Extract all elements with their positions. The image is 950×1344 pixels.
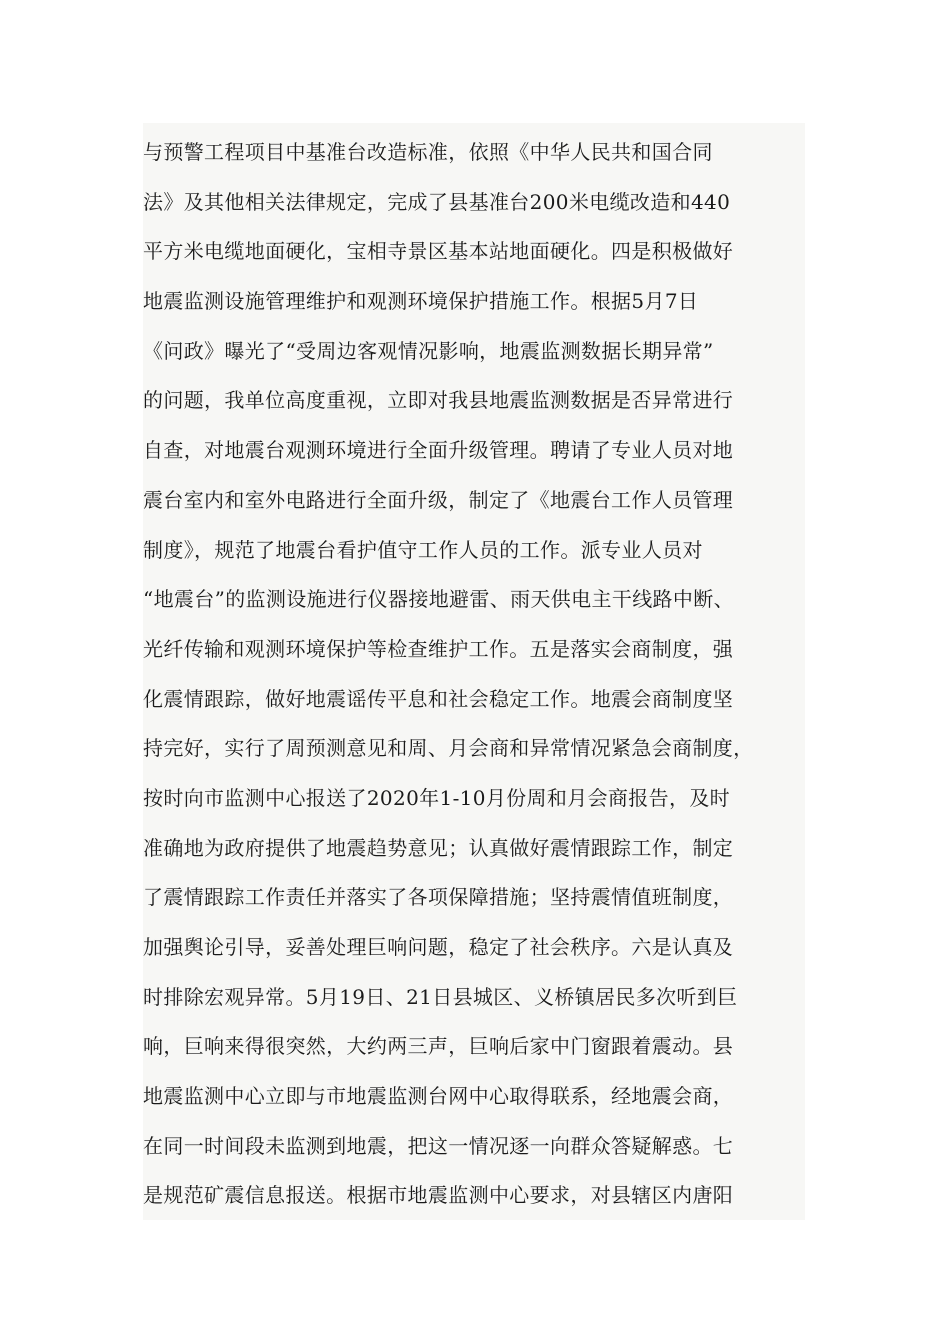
text-line-22: 是规范矿震信息报送。根据市地震监测中心要求，对县辖区内唐阳 — [143, 1183, 734, 1207]
text-line-11: 光纤传输和观测环境保护等检查维护工作。五是落实会商制度，强 — [143, 637, 734, 661]
text-line-15: 准确地为政府提供了地震趋势意见；认真做好震情跟踪工作，制定 — [143, 836, 734, 860]
text-line-12: 化震情跟踪，做好地震谣传平息和社会稳定工作。地震会商制度坚 — [143, 687, 734, 711]
text-line-8: 震台室内和室外电路进行全面升级，制定了《地震台工作人员管理 — [143, 488, 734, 512]
text-line-7: 自查，对地震台观测环境进行全面升级管理。聘请了专业人员对地 — [143, 438, 734, 462]
text-line-17: 加强舆论引导，妥善处理巨响问题，稳定了社会秩序。六是认真及 — [143, 935, 734, 959]
text-line-3: 平方米电缆地面硬化，宝相寺景区基本站地面硬化。四是积极做好 — [143, 239, 734, 263]
text-line-13: 持完好，实行了周预测意见和周、月会商和异常情况紧急会商制度， — [143, 736, 754, 760]
text-line-10: “地震台”的监测设施进行仪器接地避雷、雨天供电主干线路中断、 — [143, 587, 734, 611]
text-line-5: 《问政》曝光了“受周边客观情况影响，地震监测数据长期异常” — [143, 339, 714, 363]
text-line-2: 法》及其他相关法律规定，完成了县基准台200米电缆改造和440 — [143, 190, 731, 214]
text-line-9: 制度》，规范了地震台看护值守工作人员的工作。派专业人员对 — [143, 538, 703, 562]
body-text — [143, 123, 805, 1220]
text-line-4: 地震监测设施管理维护和观测环境保护措施工作。根据5月7日 — [143, 289, 699, 313]
text-line-1: 与预警工程项目中基准台改造标准，依照《中华人民共和国合同 — [143, 140, 713, 164]
text-line-18: 时排除宏观异常。5月19日、21日县城区、义桥镇居民多次听到巨 — [143, 985, 738, 1009]
text-line-20: 地震监测中心立即与市地震监测台网中心取得联系，经地震会商， — [143, 1084, 734, 1108]
text-line-16: 了震情跟踪工作责任并落实了各项保障措施；坚持震情值班制度， — [143, 885, 734, 909]
text-line-21: 在同一时间段未监测到地震，把这一情况逐一向群众答疑解惑。七 — [143, 1134, 734, 1158]
text-line-14: 按时向市监测中心报送了2020年1-10月份周和月会商报告，及时 — [143, 786, 731, 810]
text-line-19: 响，巨响来得很突然，大约两三声，巨响后家中门窗跟着震动。县 — [143, 1034, 734, 1058]
text-line-6: 的问题，我单位高度重视，立即对我县地震监测数据是否异常进行 — [143, 388, 734, 412]
